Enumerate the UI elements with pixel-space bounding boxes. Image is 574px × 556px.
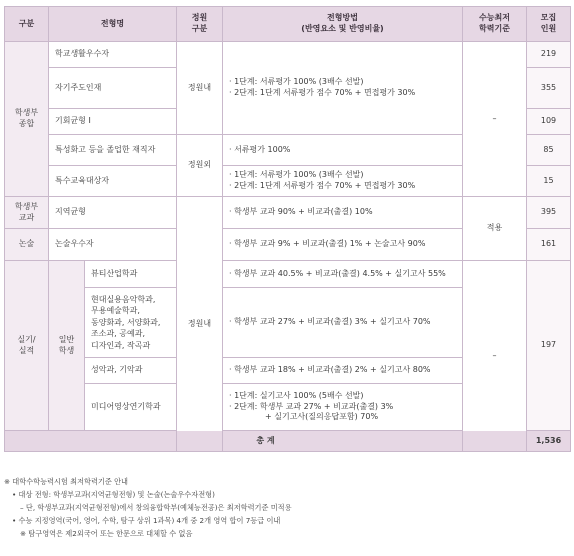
total-value: 1,536 — [527, 431, 571, 452]
method-cell: · 1단계: 실기고사 100% (5배수 선발) · 2단계: 학생부 교과 27% + 비교과(출결) 3% + 실기고사(질의응답포함) 70% — [223, 384, 463, 431]
note-title: ※ 대학수학능력시험 최저학력기준 안내 — [4, 477, 128, 486]
quota-cell: 정원내 — [177, 42, 223, 135]
method-cell: · 학생부 교과 90% + 비교과(출결) 10% — [223, 197, 463, 229]
csat-cell: 적용 — [463, 197, 527, 261]
method-cell: · 1단계: 서류평가 100% (3배수 선발) · 2단계: 1단계 서류평가 점수 70% + 면접평가 30% — [223, 42, 463, 135]
type-name: 특성화고 등을 졸업한 재직자 — [49, 135, 177, 166]
category-essay: 논술 — [5, 229, 49, 261]
type-name: 기회균형 I — [49, 109, 177, 135]
header-quota: 정원 구분 — [177, 7, 223, 42]
table-row — [5, 261, 571, 288]
table-header-row — [5, 7, 571, 42]
table-row — [5, 42, 571, 68]
note-line: – 단, 학생부교과(지역균형전형)에서 창의융합학부(예체능전공)은 최저학력기준 미적용 — [20, 503, 292, 512]
count-cell: 197 — [527, 261, 571, 431]
note-line: ※ 탐구영역은 제2외국어 또는 한문으로 대체할 수 없음 — [20, 529, 193, 538]
type-name: 지역균형 — [49, 197, 177, 229]
method-cell: · 학생부 교과 40.5% + 비교과(출결) 4.5% + 실기고사 55% — [223, 261, 463, 288]
table-row — [5, 197, 571, 229]
method-cell: · 1단계: 서류평가 100% (3배수 선발) · 2단계: 1단계 서류평가 점수 70% + 면접평가 30% — [223, 166, 463, 197]
count-cell: 355 — [527, 68, 571, 109]
count-cell: 395 — [527, 197, 571, 229]
quota-cell: 정원내 — [177, 197, 223, 452]
csat-cell: – — [463, 261, 527, 452]
count-cell: 15 — [527, 166, 571, 197]
method-cell: · 학생부 교과 9% + 비교과(출결) 1% + 논술고사 90% — [223, 229, 463, 261]
category-general: 일반 학생 — [49, 261, 85, 431]
method-cell: · 학생부 교과 27% + 비교과(출결) 3% + 실기고사 70% — [223, 288, 463, 358]
total-row — [5, 431, 571, 452]
count-cell: 85 — [527, 135, 571, 166]
type-name: 학교생활우수자 — [49, 42, 177, 68]
header-method: 전형방법 (반영요소 및 반영비율) — [223, 7, 463, 42]
type-name: 미디어영상연기학과 — [85, 384, 177, 431]
category-record: 학생부 종합 — [5, 42, 49, 197]
csat-cell: – — [463, 42, 527, 197]
admission-table — [4, 6, 571, 452]
note-line: • 수능 지정영역(국어, 영어, 수학, 탐구 상위 1과목) 4개 중 2개 영역 합이 7등급 이내 — [12, 516, 281, 525]
count-cell: 219 — [527, 42, 571, 68]
count-cell: 109 — [527, 109, 571, 135]
total-label: 총 계 — [5, 431, 527, 452]
header-type: 전형명 — [49, 7, 177, 42]
header-count: 모집 인원 — [527, 7, 571, 42]
header-csat: 수능최저 학력기준 — [463, 7, 527, 42]
type-name: 뷰티산업학과 — [85, 261, 177, 288]
type-name: 논술우수자 — [49, 229, 177, 261]
header-category: 구분 — [5, 7, 49, 42]
method-cell: · 학생부 교과 18% + 비교과(출결) 2% + 실기고사 80% — [223, 358, 463, 384]
category-practical: 실기/ 실적 — [5, 261, 49, 431]
category-subject: 학생부 교과 — [5, 197, 49, 229]
type-name: 자기주도인재 — [49, 68, 177, 109]
notes-section — [4, 475, 570, 540]
type-name: 현대실용음악학과, 무용예술학과, 동양화과, 서양화과, 조소과, 공예과, 디자인과, 작곡과 — [85, 288, 177, 358]
type-name: 성악과, 기악과 — [85, 358, 177, 384]
method-cell: · 서류평가 100% — [223, 135, 463, 166]
type-name: 특수교육대상자 — [49, 166, 177, 197]
count-cell: 161 — [527, 229, 571, 261]
quota-cell: 정원외 — [177, 135, 223, 197]
note-line: • 대상 전형: 학생부교과(지역균형전형) 및 논술(논술우수자전형) — [12, 490, 215, 499]
